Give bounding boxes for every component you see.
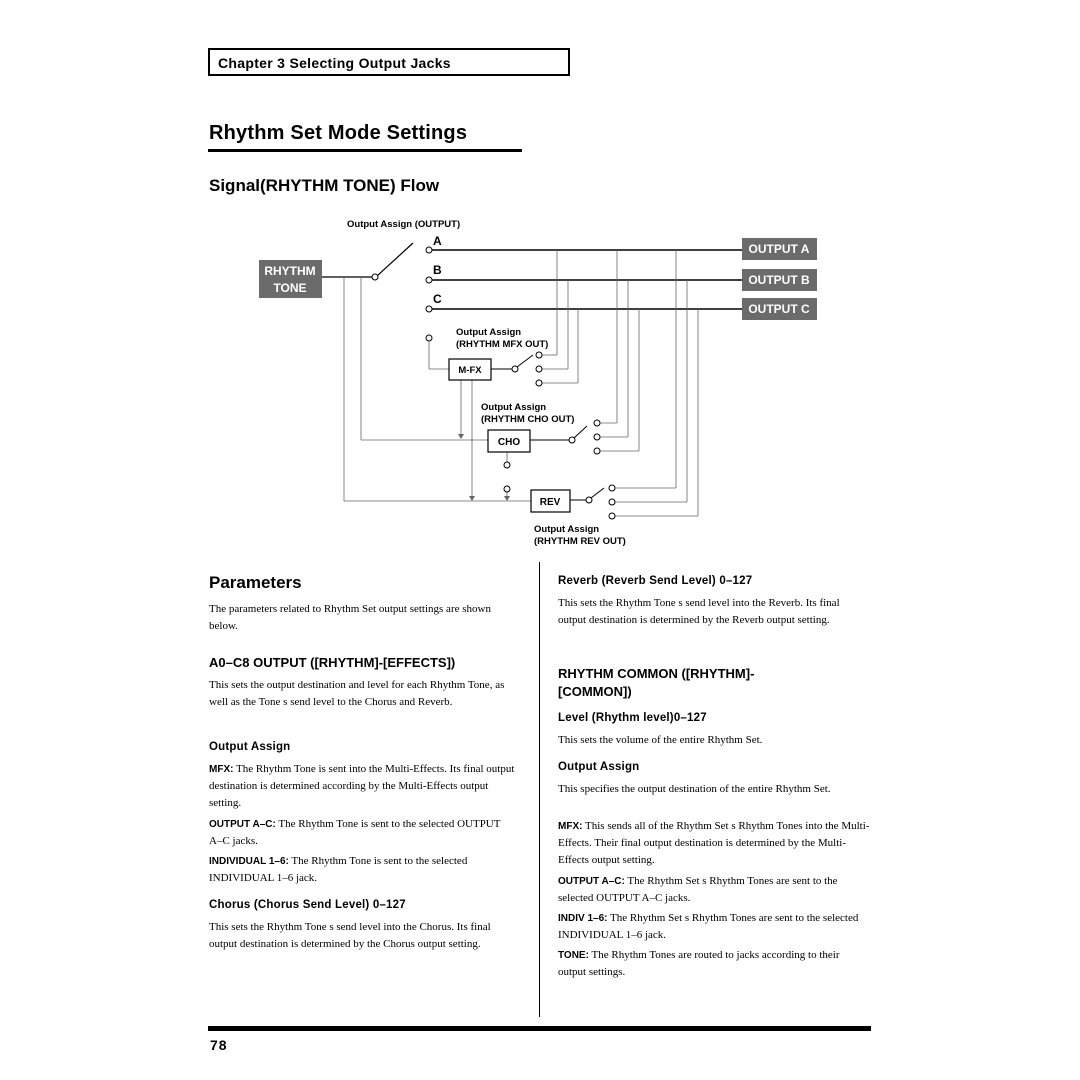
chorus-heading: Chorus (Chorus Send Level) 0–127: [209, 899, 406, 911]
cho-label: CHO: [497, 437, 521, 448]
bus-label-c: C: [433, 292, 442, 306]
common-output-ac-desc: The Rhythm Set s Rhythm Tones are sent to the selected OUTPUT A–C jacks.: [558, 875, 838, 904]
output-param-heading: A0–C8 OUTPUT ([RHYTHM]-[EFFECTS]): [209, 655, 456, 670]
page-title: Rhythm Set Mode Settings: [209, 122, 468, 144]
mfx-term: MFX:: [209, 764, 234, 775]
common-output-ac-option: [558, 873, 868, 907]
common-output-assign-heading: Output Assign: [558, 761, 640, 773]
output-a-label: OUTPUT A: [748, 242, 810, 256]
rhythm-common-heading-line1: RHYTHM COMMON ([RHYTHM]-: [558, 666, 755, 681]
source-label-line2: TONE: [273, 281, 307, 295]
rev-assign-line2: (RHYTHM REV OUT): [534, 536, 626, 547]
level-desc: This sets the volume of the entire Rhythm Set.: [558, 734, 763, 746]
bus-label-a: A: [433, 234, 442, 248]
page-number: 78: [210, 1037, 228, 1053]
rhythm-common-heading-line2: [COMMON]): [558, 684, 632, 699]
cho-assign-line1: Output Assign: [481, 402, 547, 413]
rev-label: REV: [539, 497, 561, 508]
common-mfx-option: [558, 818, 870, 869]
output-ac-option: [209, 816, 509, 850]
bus-label-b: B: [433, 263, 442, 277]
section-heading-signal-flow: Signal(RHYTHM TONE) Flow: [209, 176, 440, 195]
mfx-assign-line2: (RHYTHM MFX OUT): [456, 339, 549, 350]
parameters-heading: Parameters: [209, 573, 302, 592]
common-mfx-term: MFX:: [558, 821, 583, 832]
footer-rule: [208, 1026, 871, 1031]
common-mfx-desc: This sends all of the Rhythm Set s Rhythm Tones into the Multi-Effects. Their final output destination is determined by the Multi-Effects output setting.: [558, 820, 870, 866]
common-indiv-option: [558, 910, 868, 944]
signal-flow-diagram: [250, 210, 830, 555]
mfx-option: [209, 761, 521, 812]
column-divider: [539, 562, 540, 1017]
chapter-title: Chapter 3 Selecting Output Jacks: [218, 55, 451, 71]
level-heading: Level (Rhythm level)0–127: [558, 712, 707, 724]
chapter-header: [208, 48, 570, 76]
common-output-assign-desc: This specifies the output destination of the entire Rhythm Set.: [558, 783, 831, 795]
output-assign-heading: Output Assign: [209, 741, 291, 753]
common-tone-desc: The Rhythm Tones are routed to jacks according to their output settings.: [558, 949, 840, 978]
source-label-line1: RHYTHM: [264, 264, 316, 278]
title-underline: [208, 149, 522, 152]
output-b-label: OUTPUT B: [748, 273, 810, 287]
output-ac-term: OUTPUT A–C:: [209, 819, 276, 830]
individual-term: INDIVIDUAL 1–6:: [209, 856, 289, 867]
common-tone-term: TONE:: [558, 950, 589, 961]
individual-option: [209, 853, 514, 887]
mfx-label: M-FX: [458, 365, 482, 376]
chorus-desc: This sets the Rhythm Tone s send level into the Chorus. Its final output destination is determined by the Chorus output setting.: [209, 921, 491, 950]
output-assign-label: Output Assign (OUTPUT): [347, 219, 461, 230]
rev-assign-line1: Output Assign: [534, 524, 600, 535]
mfx-assign-line1: Output Assign: [456, 327, 522, 338]
cho-assign-line2: (RHYTHM CHO OUT): [481, 414, 575, 425]
common-output-ac-term: OUTPUT A–C:: [558, 876, 625, 887]
common-tone-option: [558, 947, 868, 981]
output-c-label: OUTPUT C: [748, 302, 810, 316]
common-indiv-desc: The Rhythm Set s Rhythm Tones are sent to the selected INDIVIDUAL 1–6 jack.: [558, 912, 859, 941]
parameters-intro: The parameters related to Rhythm Set output settings are shown below.: [209, 603, 491, 632]
common-indiv-term: INDIV 1–6:: [558, 913, 608, 924]
output-param-desc: This sets the output destination and level for each Rhythm Tone, as well as the Tone s send level to the Chorus and Reverb.: [209, 679, 505, 708]
reverb-desc: This sets the Rhythm Tone s send level into the Reverb. Its final output destination is determined by the Reverb output setting.: [558, 597, 840, 626]
reverb-heading: Reverb (Reverb Send Level) 0–127: [558, 575, 753, 587]
output-ac-desc: The Rhythm Tone is sent to the selected OUTPUT A–C jacks.: [209, 818, 501, 847]
individual-desc: The Rhythm Tone is sent to the selected INDIVIDUAL 1–6 jack.: [209, 855, 468, 884]
mfx-desc: The Rhythm Tone is sent into the Multi-Effects. Its final output destination is determined according by the Multi-Effects output setting.: [209, 763, 515, 809]
